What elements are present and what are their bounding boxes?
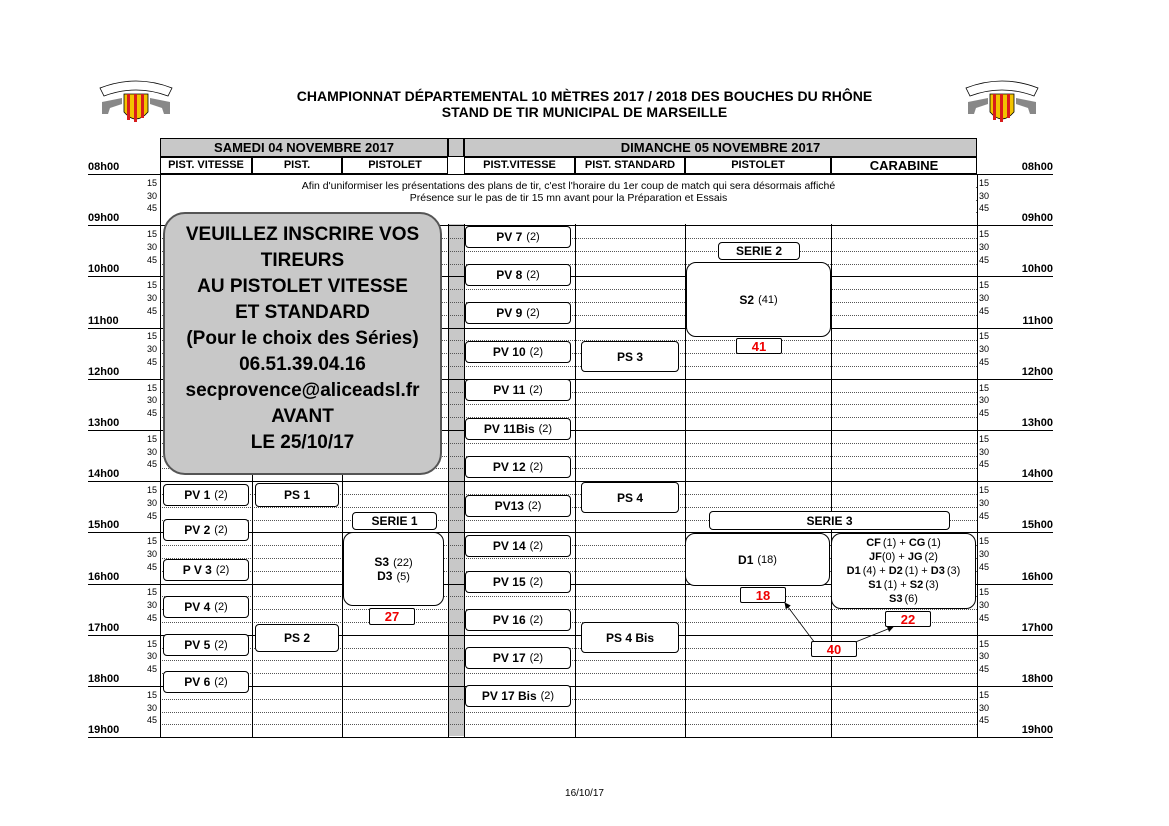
sat-pv-slot: P V 3 (2) (163, 559, 249, 581)
col-sun-vitesse: PIST.VITESSE (464, 157, 575, 174)
minute-label-right: 30 (979, 600, 990, 610)
minute-label-left: 45 (147, 562, 158, 572)
serie-3-pistolet-block: D1 (18) (685, 533, 830, 586)
callout-line: AU PISTOLET VITESSE (197, 276, 408, 297)
minute-label-left: 30 (147, 703, 158, 713)
minute-label-right: 45 (979, 511, 990, 521)
minute-label-left: 15 (147, 690, 158, 700)
minute-label-left: 15 (147, 587, 158, 597)
minute-label-right: 30 (979, 344, 990, 354)
minute-label-left: 15 (147, 639, 158, 649)
callout-line: TIREURS (260, 250, 345, 271)
minute-label-right: 15 (979, 690, 990, 700)
minute-label-left: 45 (147, 664, 158, 674)
minute-label-left: 30 (147, 242, 158, 252)
minute-label-left: 45 (147, 511, 158, 521)
minute-label-right: 30 (979, 293, 990, 303)
hour-label-right: 18h00 (1021, 673, 1053, 685)
callout-line: ET STANDARD (235, 302, 370, 323)
sat-pv-slot: PV 2 (2) (163, 519, 249, 541)
minute-label-right: 30 (979, 395, 990, 405)
minute-label-right: 45 (979, 664, 990, 674)
footer-date: 16/10/17 (565, 788, 604, 799)
arrow-to-22 (853, 627, 893, 643)
callout-deadline: LE 25/10/17 (250, 432, 355, 453)
minute-label-right: 15 (979, 485, 990, 495)
hour-label-left: 14h00 (88, 468, 120, 480)
sat-pv-slot: PV 6 (2) (163, 671, 249, 693)
sat-ps-slot: PS 1 (255, 483, 339, 507)
sun-pv-slot: PV 11 (2) (465, 379, 571, 401)
minute-label-right: 45 (979, 203, 990, 213)
hour-label-left: 08h00 (88, 161, 120, 173)
arrow-to-18 (785, 603, 815, 643)
col-sat-pistolet: PISTOLET (342, 157, 448, 174)
minute-label-right: 30 (979, 549, 990, 559)
serie-3-grand-total: 40 (811, 641, 857, 657)
hour-label-left: 09h00 (88, 212, 120, 224)
serie-2-total: 41 (736, 338, 782, 354)
sun-pv-slot: PV13 (2) (465, 495, 571, 517)
sun-pv-slot: PV 14 (2) (465, 535, 571, 557)
serie-1-block: S3 (22) D3 (5) (343, 532, 444, 606)
hour-label-right: 09h00 (1021, 212, 1053, 224)
serie-3-label: SERIE 3 (709, 511, 950, 530)
sun-pv-slot: PV 11Bis (2) (465, 418, 571, 440)
hour-label-left: 13h00 (88, 417, 120, 429)
sun-pv-slot: PV 8 (2) (465, 264, 571, 286)
sun-pv-slot: PV 17 (2) (465, 647, 571, 669)
col-sat-standard: PIST. (252, 157, 342, 174)
minute-label-right: 15 (979, 280, 990, 290)
serie-1-label: SERIE 1 (352, 512, 437, 530)
minute-label-right: 15 (979, 587, 990, 597)
minute-label-left: 15 (147, 229, 158, 239)
minute-label-right: 30 (979, 191, 990, 201)
page-subtitle: STAND DE TIR MUNICIPAL DE MARSEILLE (441, 104, 728, 120)
minute-label-left: 15 (147, 178, 158, 188)
callout-line: (Pour le choix des Séries) (186, 328, 419, 349)
minute-label-right: 45 (979, 562, 990, 572)
minute-label-right: 45 (979, 715, 990, 725)
minute-label-right: 30 (979, 242, 990, 252)
minute-label-left: 30 (147, 447, 158, 457)
callout-line: VEUILLEZ INSCRIRE VOS (185, 224, 420, 245)
serie-2-block: S2 (41) (686, 262, 831, 337)
hour-label-right: 17h00 (1021, 622, 1053, 634)
minute-label-left: 45 (147, 203, 158, 213)
hour-label-right: 14h00 (1021, 468, 1053, 480)
minute-label-left: 15 (147, 536, 158, 546)
hour-label-right: 16h00 (1021, 571, 1053, 583)
sun-pv-slot: PV 7 (2) (465, 226, 571, 248)
minute-label-left: 30 (147, 395, 158, 405)
minute-label-left: 45 (147, 715, 158, 725)
minute-label-right: 15 (979, 331, 990, 341)
hour-label-right: 15h00 (1021, 519, 1053, 531)
minute-label-right: 15 (979, 383, 990, 393)
hour-label-right: 08h00 (1021, 161, 1053, 173)
minute-label-right: 30 (979, 651, 990, 661)
col-sat-vitesse: PIST. VITESSE (160, 157, 252, 174)
sun-pv-slot: PV 12 (2) (465, 456, 571, 478)
hour-label-right: 13h00 (1021, 417, 1053, 429)
sun-pv-slot: PV 16 (2) (465, 609, 571, 631)
minute-label-right: 45 (979, 357, 990, 367)
sun-ps-slot: PS 3 (581, 341, 679, 372)
hour-label-left: 16h00 (88, 571, 120, 583)
hour-label-right: 19h00 (1021, 724, 1053, 736)
minute-label-right: 30 (979, 703, 990, 713)
col-sun-standard: PIST. STANDARD (575, 157, 685, 174)
minute-label-left: 30 (147, 293, 158, 303)
serie-3-carabine-total: 22 (885, 611, 931, 627)
hour-label-left: 17h00 (88, 622, 120, 634)
notice-line-2: Présence sur le pas de tir 15 mn avant pour la Préparation et Essais (409, 192, 728, 204)
minute-label-left: 45 (147, 459, 158, 469)
serie-3-carabine-block: CF (1) + CG (1) JF(0) + JG (2) D1 (4) + D2 (1) + D3 (3) S1 (1) + S2 (3) S3 (6) (831, 533, 976, 609)
hour-label-left: 12h00 (88, 366, 120, 378)
minute-label-left: 30 (147, 549, 158, 559)
minute-label-left: 30 (147, 651, 158, 661)
minute-label-right: 30 (979, 498, 990, 508)
minute-label-right: 30 (979, 447, 990, 457)
hour-label-right: 11h00 (1022, 315, 1053, 327)
sun-pv-slot: PV 9 (2) (465, 302, 571, 324)
col-sun-carabine: CARABINE (831, 157, 977, 174)
sun-pv-slot: PV 17 Bis (2) (465, 685, 571, 707)
minute-label-right: 45 (979, 459, 990, 469)
minute-label-left: 30 (147, 600, 158, 610)
minute-label-right: 45 (979, 306, 990, 316)
registration-callout (163, 212, 442, 475)
minute-label-right: 15 (979, 434, 990, 444)
minute-label-left: 45 (147, 408, 158, 418)
minute-label-right: 45 (979, 408, 990, 418)
minute-label-left: 45 (147, 255, 158, 265)
minute-label-right: 15 (979, 178, 990, 188)
serie-2-label: SERIE 2 (718, 242, 800, 260)
callout-email: secprovence@aliceadsl.fr (185, 380, 420, 401)
col-sun-pistolet: PISTOLET (685, 157, 831, 174)
callout-line: AVANT (271, 406, 334, 427)
minute-label-right: 45 (979, 613, 990, 623)
hour-label-left: 19h00 (88, 724, 120, 736)
minute-label-left: 15 (147, 485, 158, 495)
sat-ps-slot: PS 2 (255, 624, 339, 652)
notice (160, 180, 977, 204)
hour-label-left: 15h00 (88, 519, 120, 531)
sat-pv-slot: PV 5 (2) (163, 634, 249, 656)
minute-label-left: 15 (147, 280, 158, 290)
saturday-header: SAMEDI 04 NOVEMBRE 2017 (160, 138, 448, 157)
callout-phone: 06.51.39.04.16 (239, 354, 366, 375)
notice-line-1: Afin d'uniformiser les présentations des plans de tir, c'est l'horaire du 1er coup de match qui sera désormais affiché (301, 180, 836, 192)
minute-label-left: 15 (147, 331, 158, 341)
serie-3-pistolet-total: 18 (740, 587, 786, 603)
minute-label-left: 30 (147, 191, 158, 201)
minute-label-right: 15 (979, 639, 990, 649)
minute-label-right: 45 (979, 255, 990, 265)
minute-label-left: 30 (147, 498, 158, 508)
minute-label-left: 45 (147, 613, 158, 623)
hour-label-left: 11h00 (88, 315, 119, 327)
hour-label-right: 12h00 (1021, 366, 1053, 378)
sat-pv-slot: PV 1 (2) (163, 484, 249, 506)
minute-label-left: 15 (147, 383, 158, 393)
hour-label-right: 10h00 (1021, 263, 1053, 275)
minute-label-left: 30 (147, 344, 158, 354)
sun-pv-slot: PV 15 (2) (465, 571, 571, 593)
minute-label-left: 45 (147, 306, 158, 316)
page-title: CHAMPIONNAT DÉPARTEMENTAL 10 MÈTRES 2017 / 2018 DES BOUCHES DU RHÔNE (296, 88, 873, 104)
sun-pv-slot: PV 10 (2) (465, 341, 571, 363)
minute-label-right: 15 (979, 536, 990, 546)
hour-label-left: 18h00 (88, 673, 120, 685)
minute-label-left: 15 (147, 434, 158, 444)
minute-label-right: 15 (979, 229, 990, 239)
sat-pv-slot: PV 4 (2) (163, 596, 249, 618)
minute-label-left: 45 (147, 357, 158, 367)
sun-ps-slot: PS 4 (581, 482, 679, 513)
serie-1-total: 27 (369, 608, 415, 625)
sun-ps-slot: PS 4 Bis (581, 622, 679, 653)
sunday-header: DIMANCHE 05 NOVEMBRE 2017 (464, 138, 977, 157)
hour-label-left: 10h00 (88, 263, 120, 275)
